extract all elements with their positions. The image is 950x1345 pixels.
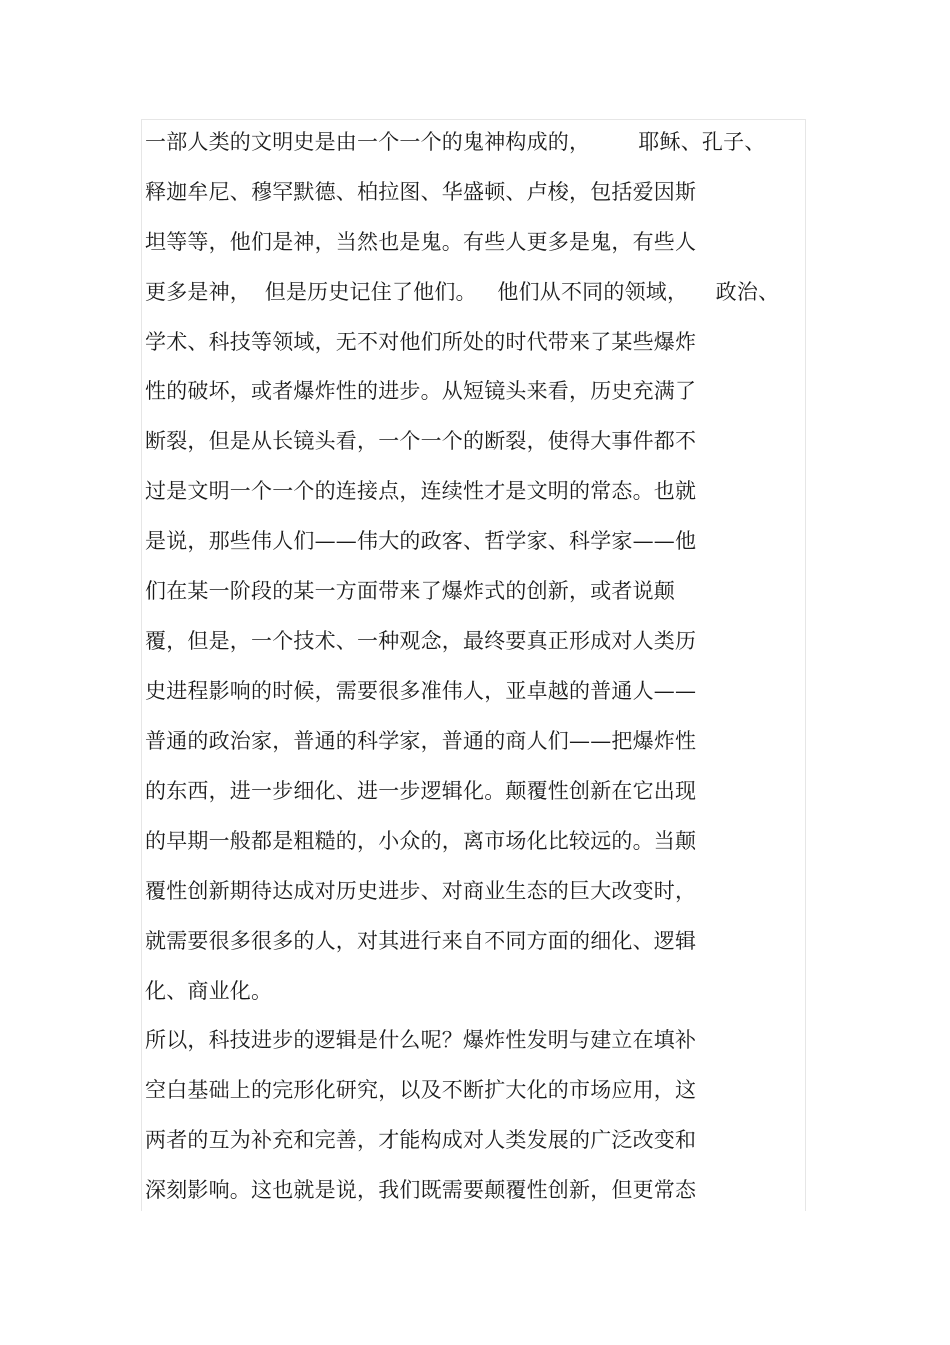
text-line: 化、商业化。: [145, 979, 273, 1003]
text-line: 就需要很多很多的人，对其进行来自不同方面的细化、逻辑: [145, 929, 697, 953]
text-line: 所以，科技进步的逻辑是什么呢？爆炸性发明与建立在填补: [145, 1028, 697, 1052]
text-line: 过是文明一个一个的连接点，连续性才是文明的常态。也就: [145, 479, 697, 503]
text-line: 释迦牟尼、穆罕默德、柏拉图、华盛顿、卢梭，包括爱因斯: [145, 180, 697, 204]
text-line: 性的破坏，或者爆炸性的进步。从短镜头来看，历史充满了: [145, 379, 697, 403]
text-line: 覆性创新期待达成对历史进步、对商业生态的巨大改变时，: [145, 879, 697, 903]
text-line: 空白基础上的完形化研究，以及不断扩大化的市场应用，这: [145, 1078, 697, 1102]
text-line: 们在某一阶段的某一方面带来了爆炸式的创新，或者说颠: [145, 579, 675, 603]
text-line: 学术、科技等领域，无不对他们所处的时代带来了某些爆炸: [145, 330, 697, 354]
text-line: 覆，但是，一个技术、一种观念，最终要真正形成对人类历: [145, 629, 697, 653]
text-line: 更多是神， 但是历史记住了他们。 他们从不同的领域， 政治、: [145, 280, 780, 304]
text-line: 的早期一般都是粗糙的，小众的，离市场化比较远的。当颠: [145, 829, 697, 853]
text-line: 是说，那些伟人们——伟大的政客、哲学家、科学家——他: [145, 529, 697, 553]
text-line: 的东西，进一步细化、进一步逻辑化。颠覆性创新在它出现: [145, 779, 697, 803]
text-line: 断裂，但是从长镜头看，一个一个的断裂，使得大事件都不: [145, 429, 697, 453]
text-line: 两者的互为补充和完善，才能构成对人类发展的广泛改变和: [145, 1128, 697, 1152]
text-line: 史进程影响的时候，需要很多准伟人，亚卓越的普通人——: [145, 679, 697, 703]
text-line: 坦等等，他们是神，当然也是鬼。有些人更多是鬼，有些人: [145, 230, 697, 254]
text-line: 普通的政治家，普通的科学家，普通的商人们——把爆炸性: [145, 729, 697, 753]
text-line: 一部人类的文明史是由一个一个的鬼神构成的， 耶稣、孔子、: [145, 130, 766, 154]
text-line: 深刻影响。这也就是说，我们既需要颠覆性创新，但更常态: [145, 1178, 697, 1202]
